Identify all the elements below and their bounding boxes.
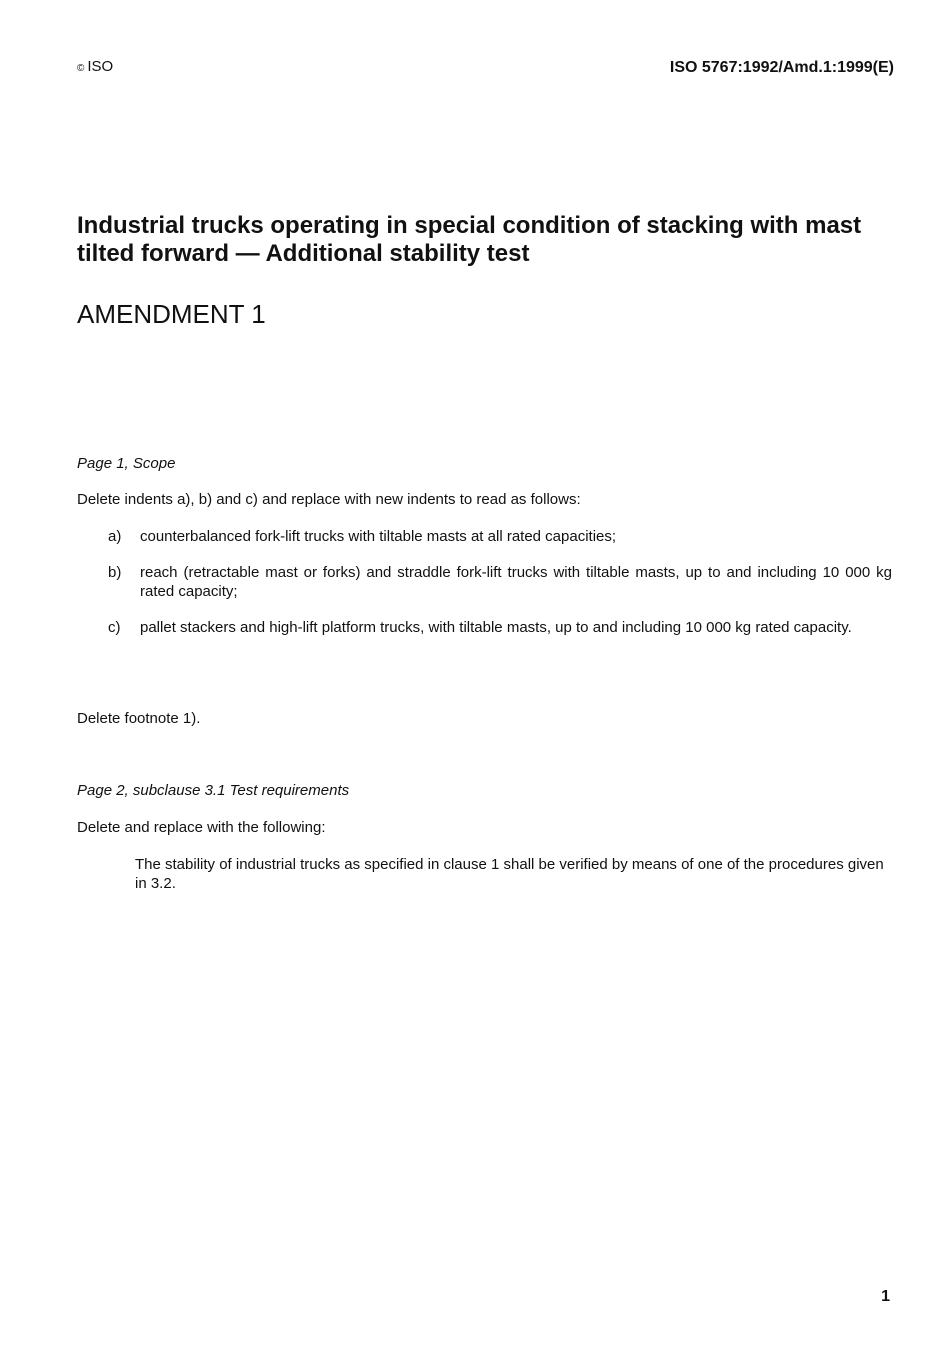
list-marker: c): [108, 619, 121, 636]
test-requirements-instruction: Delete and replace with the following:: [77, 819, 326, 836]
document-title: Industrial trucks operating in special condition of stacking with mast tilted forward — Additional stability test: [77, 212, 862, 267]
list-marker: b): [108, 564, 122, 581]
copyright-symbol: ©: [77, 63, 85, 74]
page-number: 1: [881, 1288, 890, 1305]
amendment-heading: AMENDMENT 1: [77, 299, 266, 329]
indent-list: [77, 527, 892, 637]
copyright-owner: ISO: [87, 58, 114, 75]
list-item-text: reach (retractable mast or forks) and straddle fork-lift trucks with tiltable masts, up to and including 10 000 kg rated capacity;: [140, 564, 892, 600]
section-heading-scope: Page 1, Scope: [77, 455, 176, 472]
list-item: [77, 527, 892, 546]
section-heading-test-requirements: Page 2, subclause 3.1 Test requirements: [77, 782, 350, 799]
document-identifier: ISO 5767:1992/Amd.1:1999(E): [669, 59, 894, 76]
list-marker: a): [108, 528, 122, 545]
list-item-text: counterbalanced fork-lift trucks with tiltable masts at all rated capacities;: [140, 528, 617, 545]
scope-instruction: Delete indents a), b) and c) and replace with new indents to read as follows:: [77, 491, 581, 508]
footnote-instruction: Delete footnote 1).: [77, 710, 201, 727]
list-item: [77, 563, 892, 601]
list-item: [77, 618, 892, 637]
copyright-notice: [77, 58, 113, 75]
list-item-text: pallet stackers and high-lift platform trucks, with tiltable masts, up to and including 10 000 kg rated capacity.: [140, 619, 852, 636]
replacement-text: The stability of industrial trucks as specified in clause 1 shall be verified by means of one of the procedures given in 3.2.: [135, 856, 884, 892]
